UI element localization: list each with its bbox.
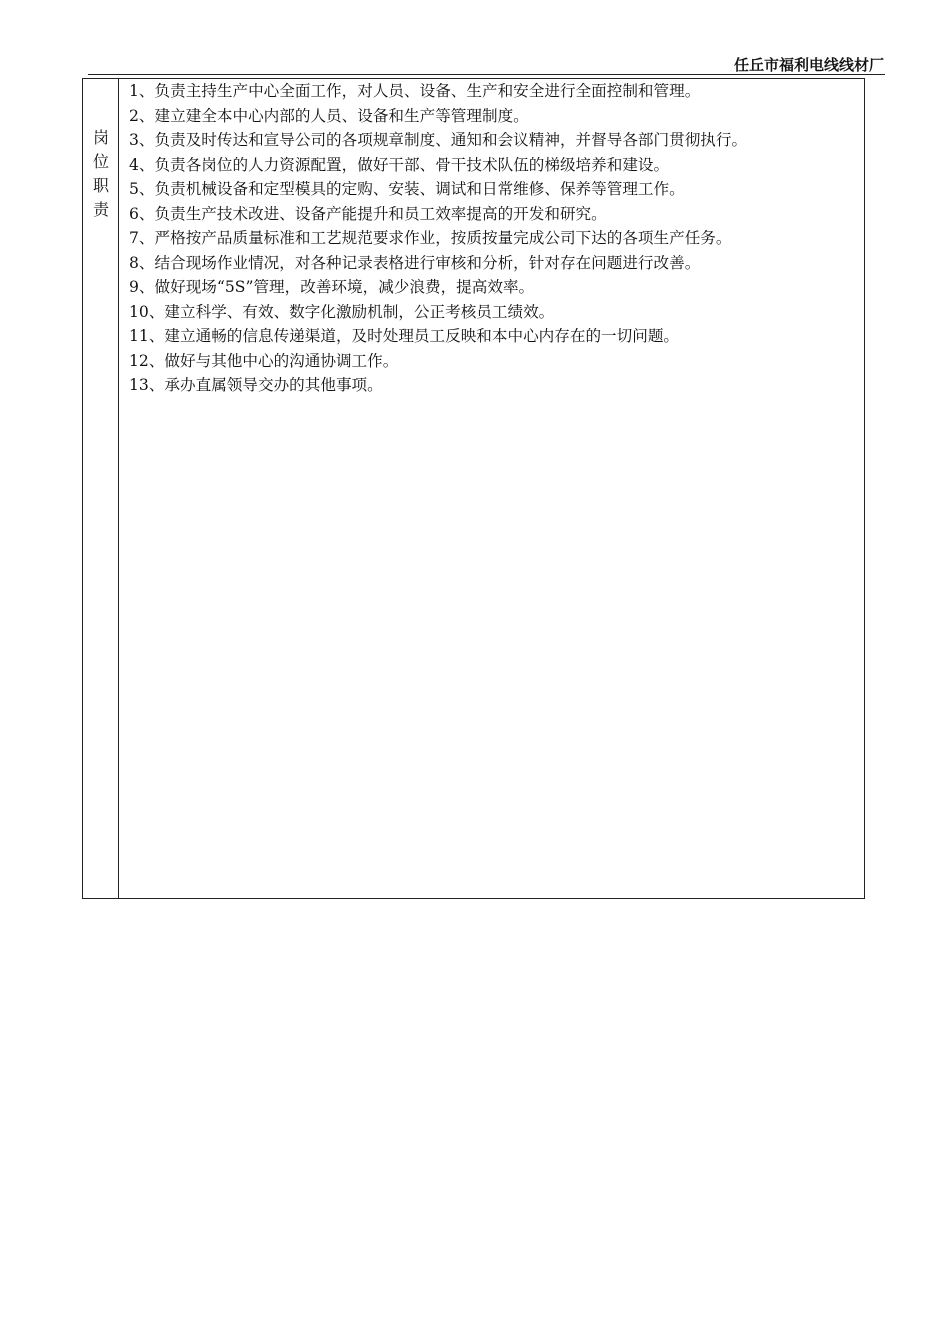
- duty-item: 1、负责主持生产中心全面工作，对人员、设备、生产和安全进行全面控制和管理。: [129, 82, 701, 100]
- duty-item: 4、负责各岗位的人力资源配置，做好干部、骨干技术队伍的梯级培养和建设。: [129, 155, 670, 174]
- duty-item: 9、做好现场“5S”管理，改善环境，减少浪费，提高效率。: [129, 278, 535, 296]
- label-char: 责: [92, 200, 109, 219]
- duty-list: [129, 79, 864, 398]
- duties-content-cell: [120, 79, 864, 898]
- label-char: 职: [92, 176, 109, 195]
- duty-item: 12、做好与其他中心的沟通协调工作。: [129, 351, 399, 370]
- duties-label: [83, 126, 119, 222]
- duties-label-cell: [83, 79, 119, 898]
- duty-item: 6、负责生产技术改进、设备产能提升和员工效率提高的开发和研究。: [129, 204, 607, 223]
- duty-item: 2、建立建全本中心内部的人员、设备和生产等管理制度。: [129, 106, 529, 125]
- duty-item: 8、结合现场作业情况，对各种记录表格进行审核和分析，针对存在问题进行改善。: [129, 253, 701, 272]
- duty-item: 3、负责及时传达和宣导公司的各项规章制度、通知和会议精神，并督导各部门贯彻执行。: [129, 131, 748, 149]
- label-char: 位: [92, 152, 109, 171]
- header-rule: [88, 74, 885, 75]
- duty-item: 11、建立通畅的信息传递渠道，及时处理员工反映和本中心内存在的一切问题。: [129, 327, 680, 345]
- company-name: 任丘市福利电线线材厂: [733, 56, 884, 74]
- duty-item: 5、负责机械设备和定型模具的定购、安装、调试和日常维修、保养等管理工作。: [129, 180, 685, 198]
- job-duties-table: [82, 78, 865, 899]
- duty-item: 13、承办直属领导交办的其他事项。: [129, 376, 383, 394]
- duty-item: 7、严格按产品质量标准和工艺规范要求作业，按质按量完成公司下达的各项生产任务。: [129, 229, 732, 247]
- label-char: 岗: [92, 128, 109, 147]
- duty-item: 10、建立科学、有效、数字化激励机制，公正考核员工绩效。: [129, 302, 555, 321]
